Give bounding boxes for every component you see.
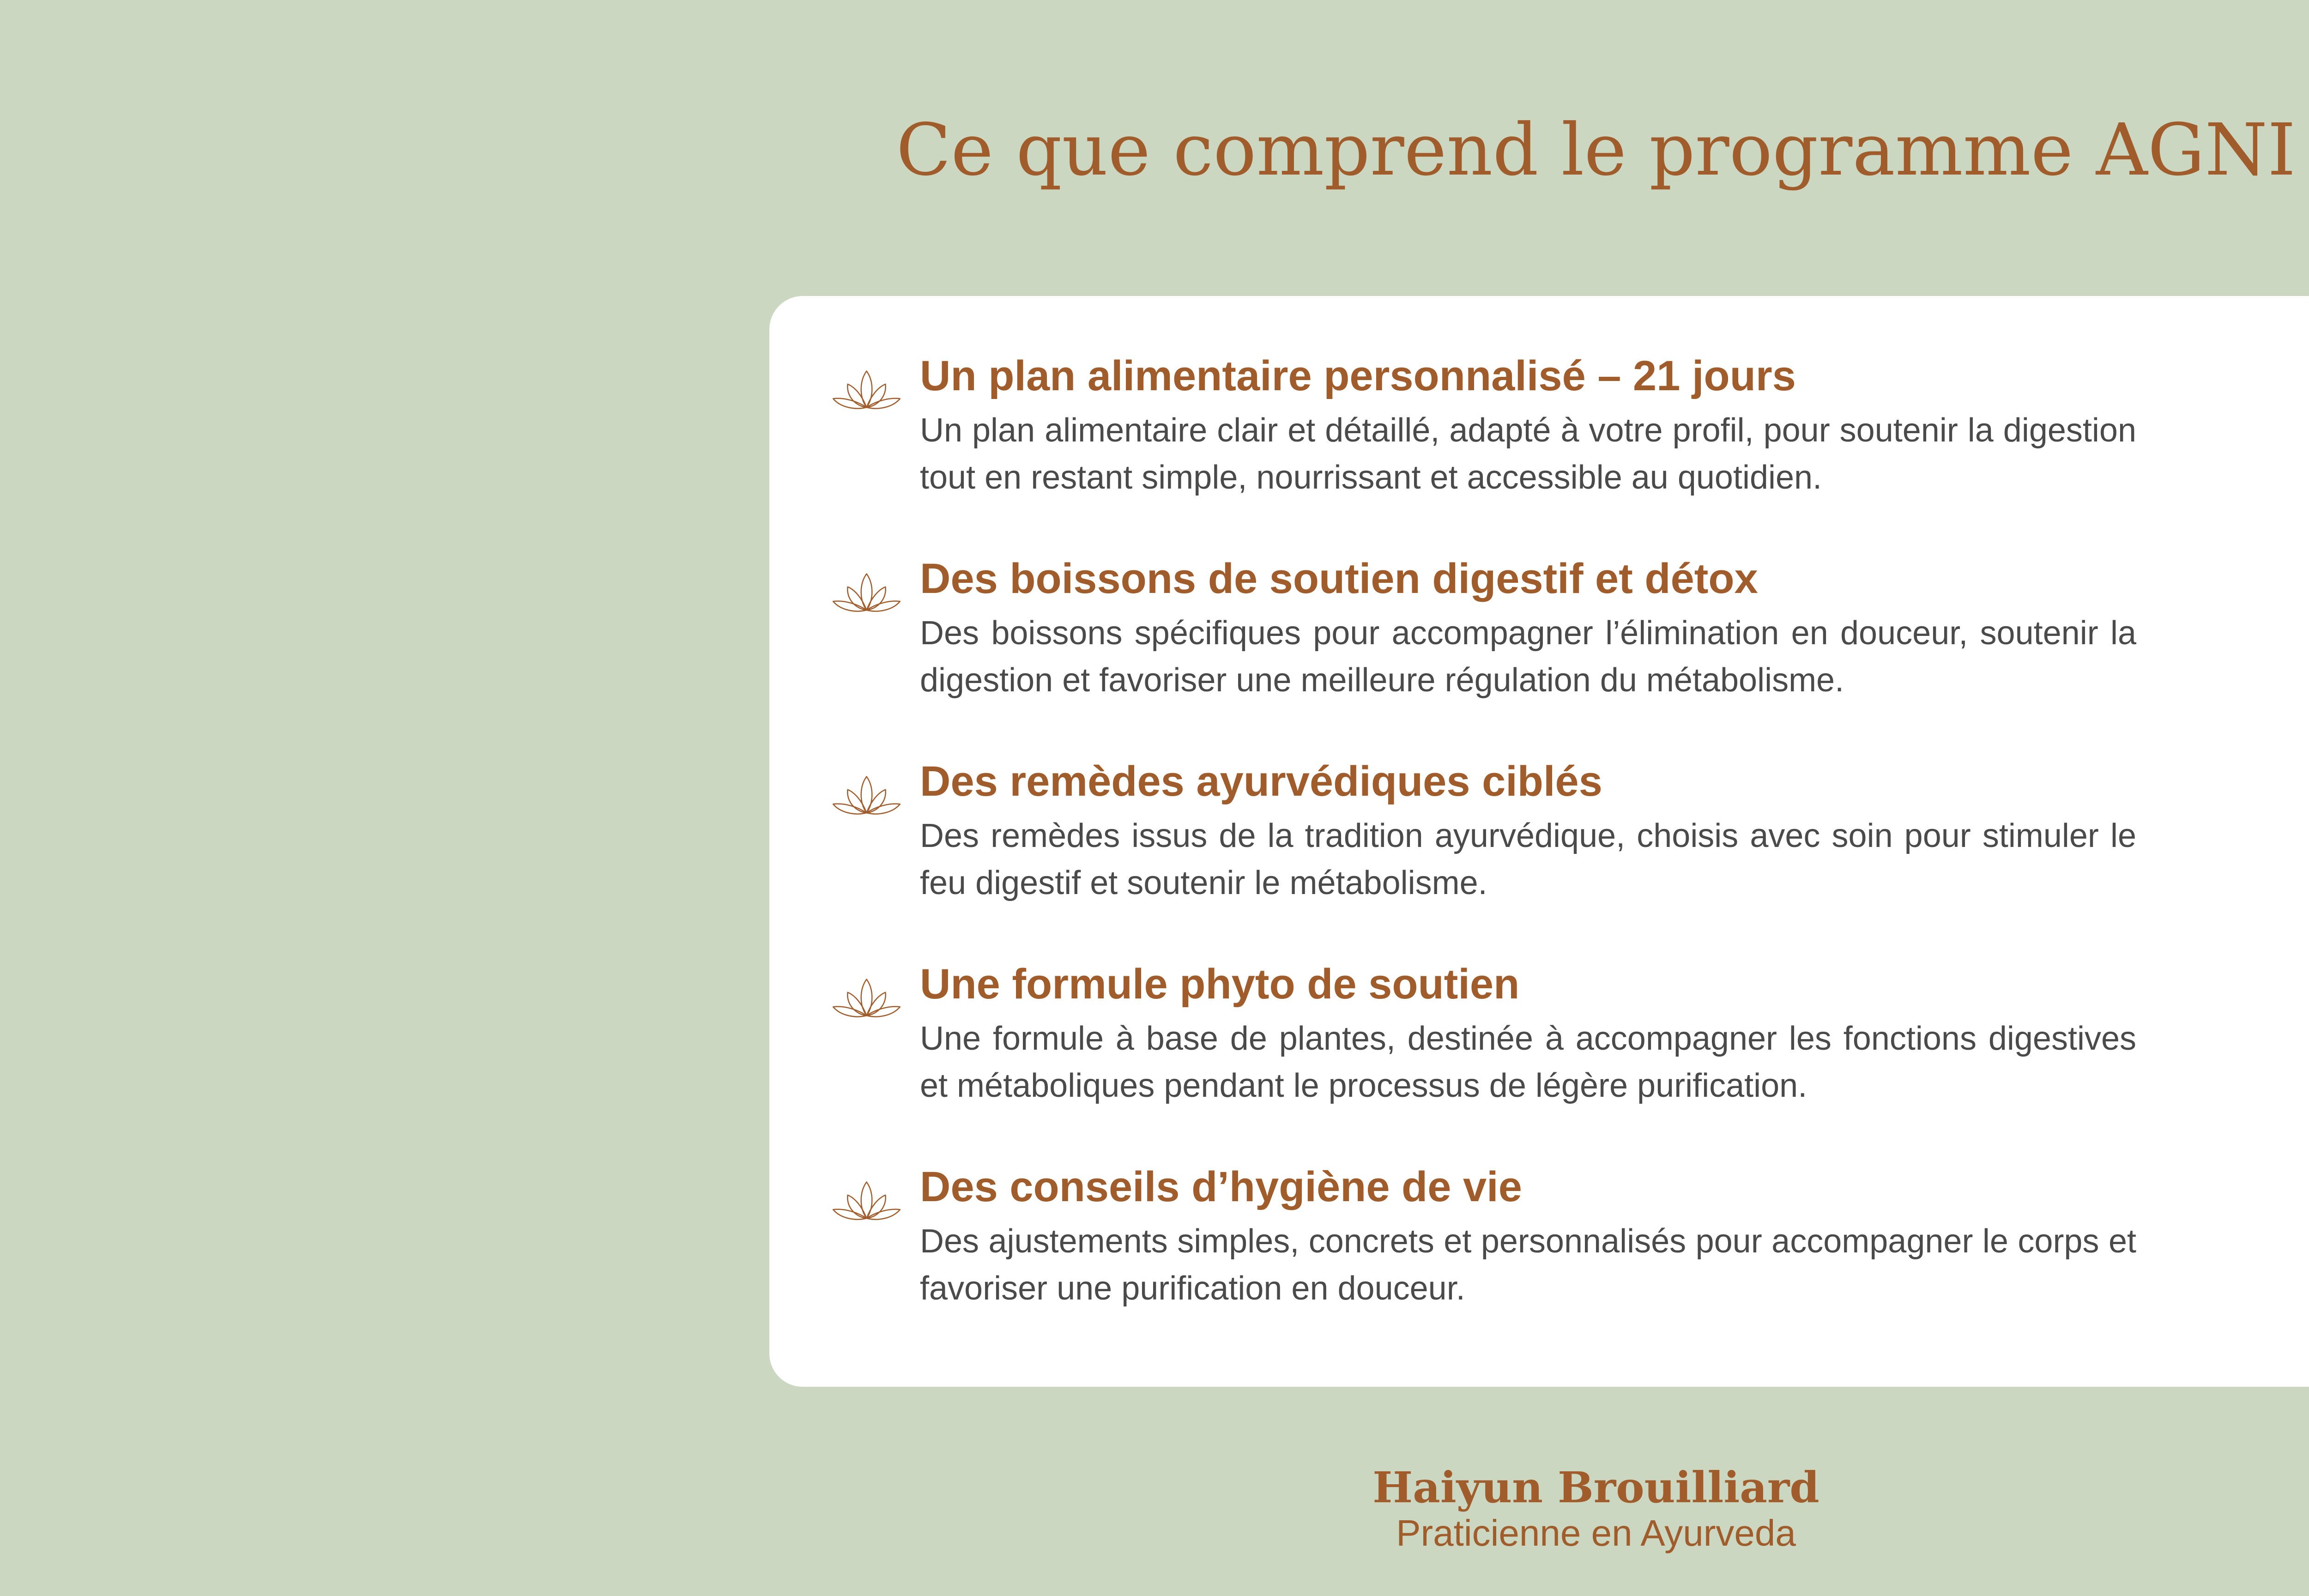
page-title: Ce que comprend le programme AGNI: [896, 108, 2296, 192]
item-title: Des remèdes ayurvédiques ciblés: [920, 758, 1602, 805]
item-description: Des boissons spécifiques pour accompagner l’élimination en douceur, soutenir la digestion et favoriser une meilleure régulation du métabolisme.: [920, 615, 2136, 699]
lotus-icon: [828, 1176, 905, 1227]
author-name: Haiyun Brouilliard: [1372, 1463, 1819, 1512]
lotus-icon: [828, 771, 905, 822]
list-item: [769, 959, 2309, 1134]
list-item: [769, 1161, 2309, 1337]
item-title: Des conseils d’hygiène de vie: [920, 1163, 1522, 1210]
item-description: Des remèdes issus de la tradition ayurvédique, choisis avec soin pour stimuler le feu digestif et soutenir le métabolisme.: [920, 817, 2136, 901]
item-title: Une formule phyto de soutien: [920, 961, 1520, 1008]
list-item: [769, 756, 2309, 931]
item-description: Des ajustements simples, concrets et personnalisés pour accompagner le corps et favoriser une purification en douceur.: [920, 1223, 2136, 1307]
lotus-icon: [828, 365, 905, 416]
item-description: Un plan alimentaire clair et détaillé, adapté à votre profil, pour soutenir la digestion tout en restant simple, nourrissant et accessible au quotidien.: [920, 412, 2136, 496]
author-role: Praticienne en Ayurveda: [1396, 1512, 1796, 1554]
program-card: [769, 296, 2309, 1387]
lotus-icon: [828, 973, 905, 1024]
lotus-icon: [828, 568, 905, 619]
list-item: [769, 553, 2309, 729]
list-item: [769, 351, 2309, 526]
item-title: Un plan alimentaire personnalisé – 21 jours: [920, 352, 1796, 399]
item-description: Une formule à base de plantes, destinée à accompagner les fonctions digestives et métaboliques pendant le processus de légère purification.: [920, 1020, 2136, 1104]
item-title: Des boissons de soutien digestif et détox: [920, 555, 1758, 602]
